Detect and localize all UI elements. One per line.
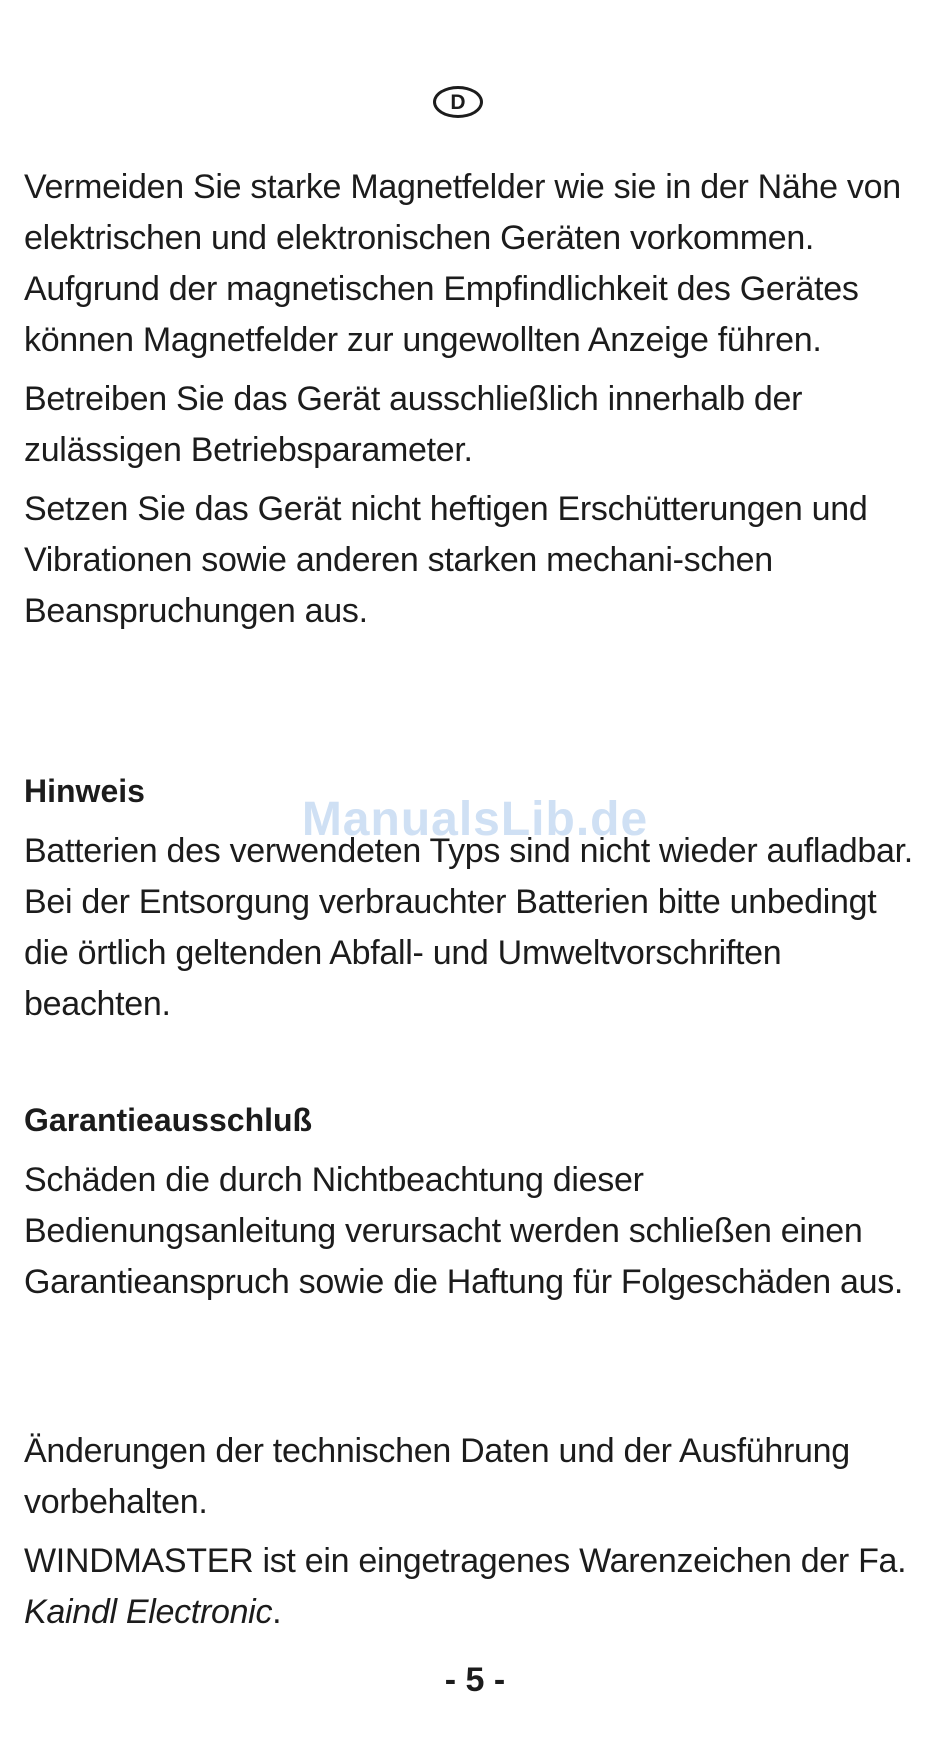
company-name: Kaindl Electronic (24, 1593, 273, 1631)
trademark-note (24, 1536, 924, 1638)
language-badge-label: D (450, 90, 466, 114)
paragraph-operating-parameters: Betreiben Sie das Gerät ausschließlich innerhalb der zulässigen Betriebsparameter. (24, 380, 803, 469)
changes-note: Änderungen der technischen Daten und der Ausführung vorbehalten. (24, 1432, 850, 1521)
language-badge (433, 86, 483, 118)
trademark-end: . (272, 1593, 282, 1631)
hinweis-heading: Hinweis (24, 773, 145, 809)
hinweis-section (24, 826, 924, 1038)
paragraph-vibrations: Setzen Sie das Gerät nicht heftigen Erschütterungen und Vibrationen sowie anderen starken mechani-schen Beanspruchungen aus. (24, 490, 868, 630)
garantie-text: Schäden die durch Nichtbeachtung dieser Bedienungsanleitung verursacht werden schließen einen Garantieanspruch sowie die Haftung für Folgeschäden aus. (24, 1161, 904, 1301)
page-number: - 5 - (444, 1661, 506, 1699)
paragraph-magnetic-fields: Vermeiden Sie starke Magnetfelder wie sie in der Nähe von elektrischen und elektronischen Geräten vorkommen. Aufgrund der magnetischen Empfindlichkeit des Gerätes können Magnetfelder zur ungewollten Anzeige führen. (24, 168, 901, 359)
garantie-section (24, 1155, 924, 1316)
legal-notes (24, 1426, 924, 1646)
garantie-heading: Garantieausschluß (24, 1102, 313, 1138)
watermark: ManualsLib.de (301, 793, 649, 846)
safety-notes (24, 162, 924, 645)
trademark-text: WINDMASTER ist ein eingetragenes Warenzeichen der Fa. (24, 1542, 907, 1580)
hinweis-text: Batterien des verwendeten Typs sind nicht wieder aufladbar. Bei der Entsorgung verbrauchter Batterien bitte unbedingt die örtlich geltenden Abfall- und Umweltvorschriften beachten. (24, 832, 913, 1023)
